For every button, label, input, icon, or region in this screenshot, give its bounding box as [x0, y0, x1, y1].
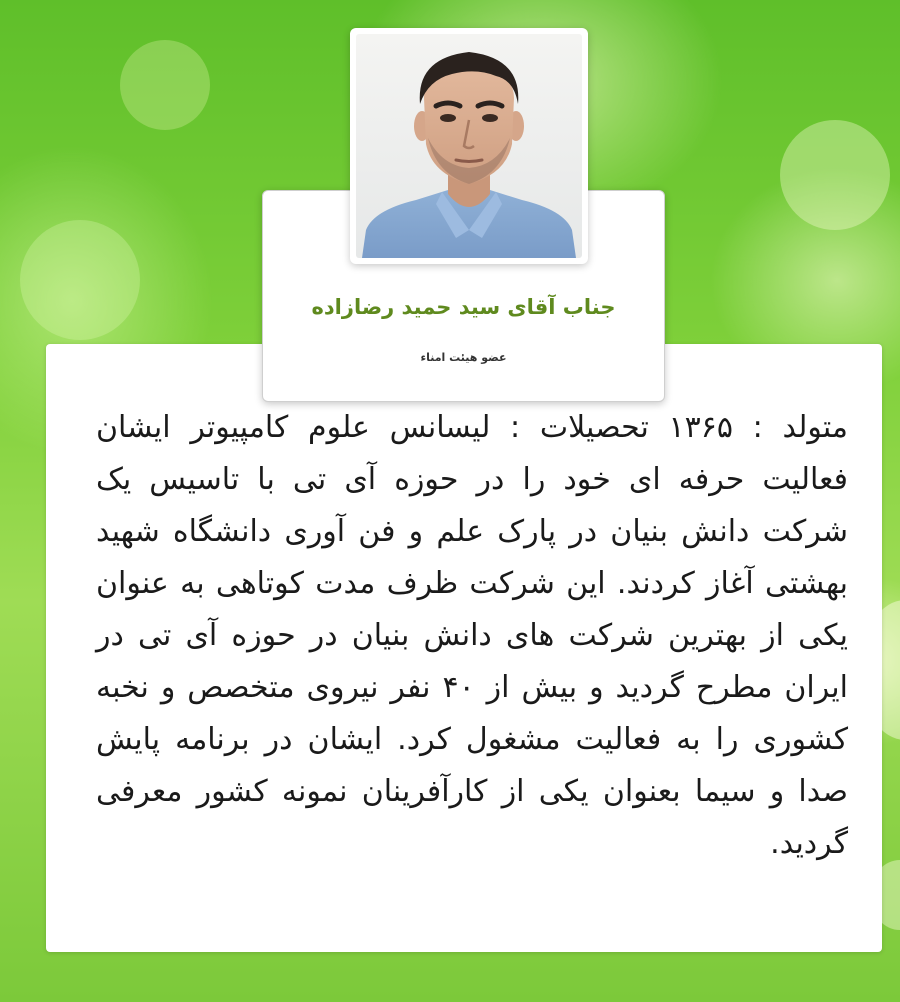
portrait-photo-icon: [356, 34, 582, 258]
background-bokeh: [780, 120, 890, 230]
background-bokeh: [20, 220, 140, 340]
bio-text: متولد : ۱۳۶۵ تحصیلات : لیسانس علوم کامپیوتر ایشان فعالیت حرفه ای خود را در حوزه آی تی با تاسیس یک شرکت دانش بنیان در پارک علم و فن آوری دانشگاه شهید بهشتی آغاز کردند. این شرکت ظرف مدت کوتاهی به عنوان یکی از بهترین شرکت های دانش بنیان در حوزه آی تی در ایران مطرح گردید و بیش از ۴۰ نفر نیروی متخصص و نخبه کشوری را به فعالیت مشغول کرد. ایشان در برنامه پایش صدا و سیما بعنوان یکی از کارآفرینان نمونه کشور معرفی گردید.: [96, 410, 849, 861]
person-role: عضو هیئت امناء: [420, 351, 507, 364]
person-name: جناب آقای سید حمید رضازاده: [311, 295, 616, 319]
portrait-frame: [350, 28, 588, 264]
background-bokeh: [120, 40, 210, 130]
